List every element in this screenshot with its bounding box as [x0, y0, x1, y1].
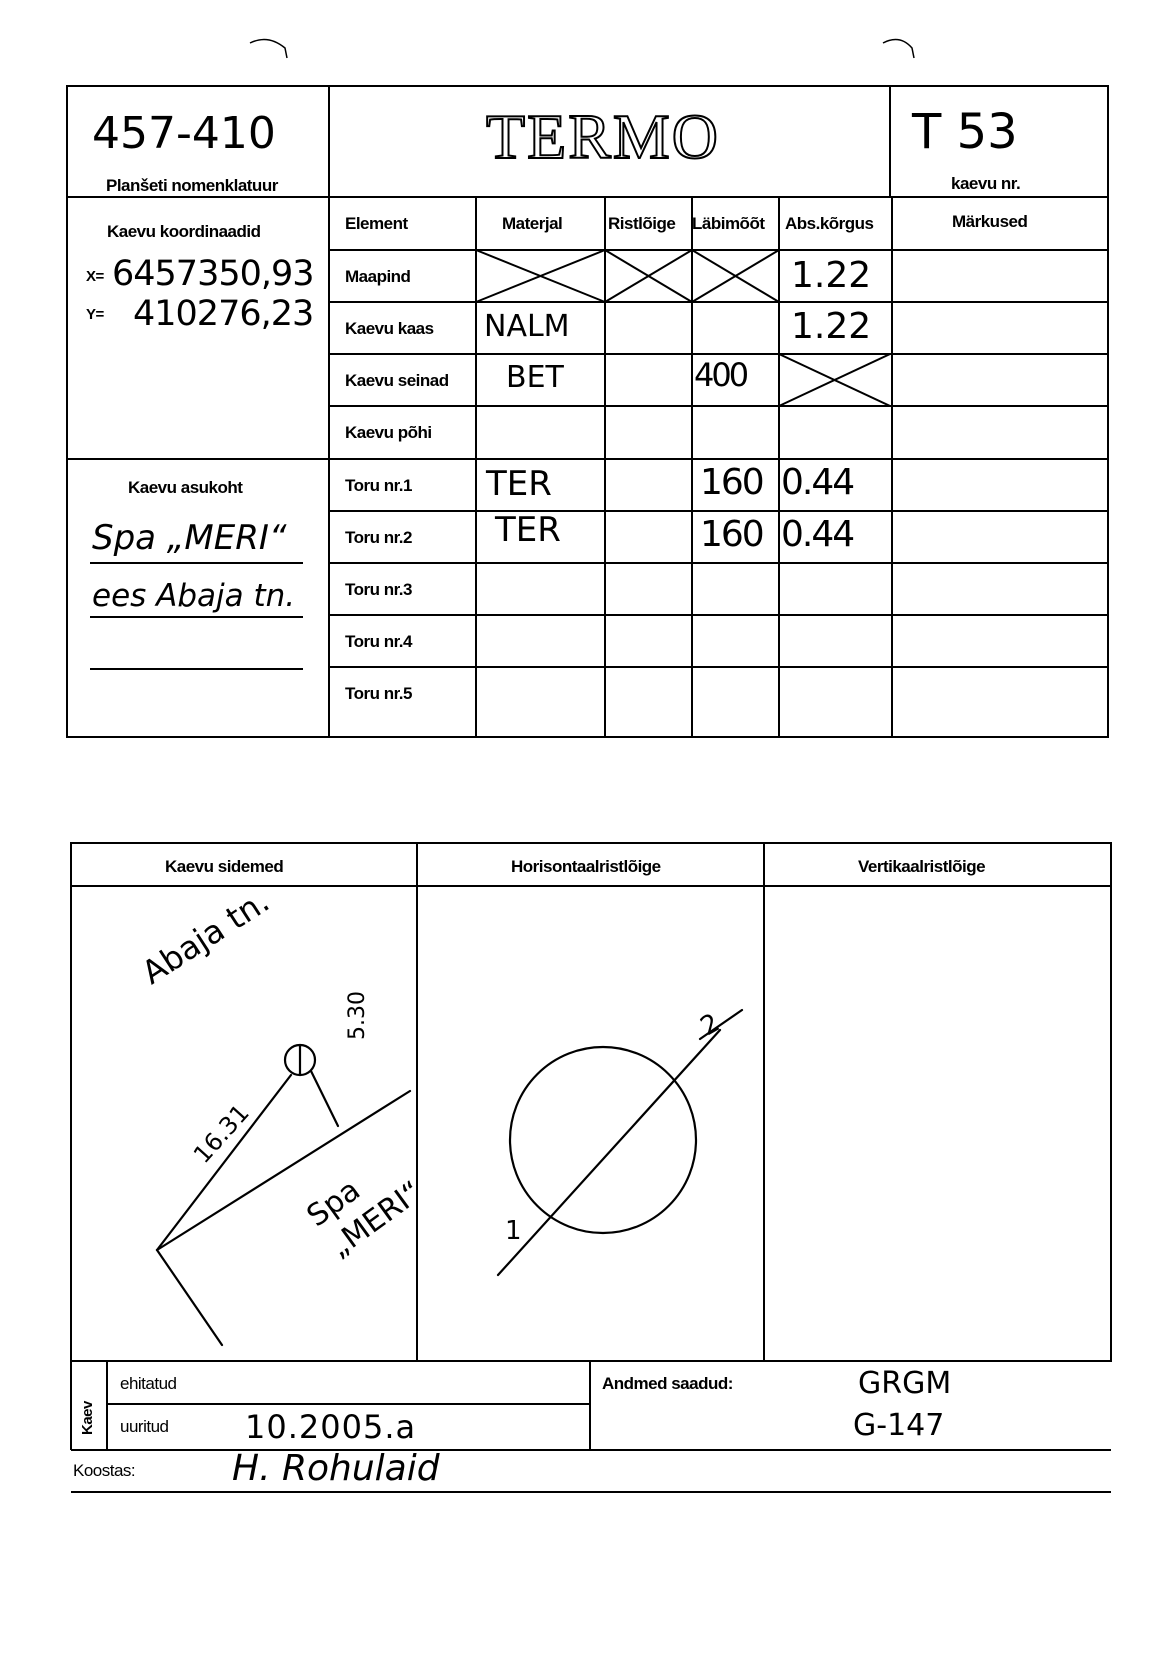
- vertical-header: Vertikaalristlõige: [858, 857, 986, 876]
- location-line2: ees Abaja tn.: [92, 578, 296, 614]
- cell-materjal: NALM: [484, 309, 570, 344]
- row-label: Kaevu seinad: [345, 371, 449, 390]
- page-title: TERMO: [486, 101, 720, 172]
- sheet-label: Planšeti nomenklatuur: [106, 176, 278, 195]
- location-label: Kaevu asukoht: [128, 478, 243, 497]
- pipe-2-label: 2: [695, 1007, 725, 1043]
- uuritud-label: uuritud: [120, 1417, 169, 1436]
- th-ristloige: Ristlõige: [608, 214, 676, 233]
- row-label: Maapind: [345, 267, 411, 286]
- sheet-code: 457-410: [92, 108, 276, 159]
- koostas-label: Koostas:: [73, 1461, 136, 1480]
- cell-abs: 0.44: [781, 514, 854, 555]
- ties-header: Kaevu sidemed: [165, 857, 284, 876]
- cell-materjal: TER: [486, 464, 552, 504]
- th-materjal: Materjal: [502, 214, 563, 233]
- th-abs-korgus: Abs.kõrgus: [785, 214, 874, 233]
- row-label: Toru nr.1: [345, 476, 412, 495]
- coords-label: Kaevu koordinaadid: [107, 222, 261, 241]
- andmed-value-1: GRGM: [858, 1366, 952, 1401]
- distance-1: 16.31: [188, 1098, 255, 1169]
- horizontal-section: [498, 1007, 742, 1275]
- cell-materjal: BET: [506, 360, 564, 395]
- well-number-label: kaevu nr.: [951, 174, 1021, 193]
- th-element: Element: [345, 214, 408, 233]
- row-label: Toru nr.3: [345, 580, 412, 599]
- pipe-1-label: 1: [505, 1216, 522, 1246]
- x-prefix: X=: [86, 268, 104, 285]
- well-number: T 53: [912, 104, 1018, 160]
- row-label: Kaevu kaas: [345, 319, 434, 338]
- andmed-label: Andmed saadud:: [602, 1374, 733, 1393]
- y-prefix: Y=: [86, 306, 104, 323]
- cell-labimoot: 160: [700, 462, 763, 503]
- row-label: Kaevu põhi: [345, 423, 432, 442]
- pipe-line: [498, 1030, 720, 1275]
- building-label: Spa „MERI“: [300, 1172, 429, 1265]
- row-label: Toru nr.2: [345, 528, 412, 547]
- cell-labimoot: 400: [694, 356, 747, 394]
- street-label: Abaja tn.: [135, 881, 277, 992]
- well-circle: [510, 1047, 696, 1233]
- cell-abs: 0.44: [781, 462, 854, 503]
- row-label: Toru nr.5: [345, 684, 412, 703]
- cell-abs: 1.22: [791, 306, 872, 347]
- location-line1: Spa „MERI“: [92, 518, 287, 558]
- koostas-value: H. Rohulaid: [232, 1448, 440, 1489]
- uuritud-value: 10.2005.a: [245, 1408, 417, 1446]
- andmed-value-2: G-147: [853, 1408, 945, 1443]
- coord-x: 6457350,93: [112, 254, 314, 294]
- distance-2: 5.30: [345, 991, 370, 1040]
- cell-labimoot: 160: [700, 514, 763, 555]
- cell-abs: 1.22: [791, 255, 872, 296]
- kaev-label: Kaev: [79, 1401, 96, 1435]
- cell-materjal: TER: [495, 510, 561, 550]
- ehitatud-label: ehitatud: [120, 1374, 177, 1393]
- horizontal-header: Horisontaalristlõige: [511, 857, 661, 876]
- th-labimoot: Läbimõõt: [692, 214, 765, 233]
- coord-y: 410276,23: [133, 294, 314, 334]
- th-markused: Märkused: [952, 212, 1028, 231]
- row-label: Toru nr.4: [345, 632, 412, 651]
